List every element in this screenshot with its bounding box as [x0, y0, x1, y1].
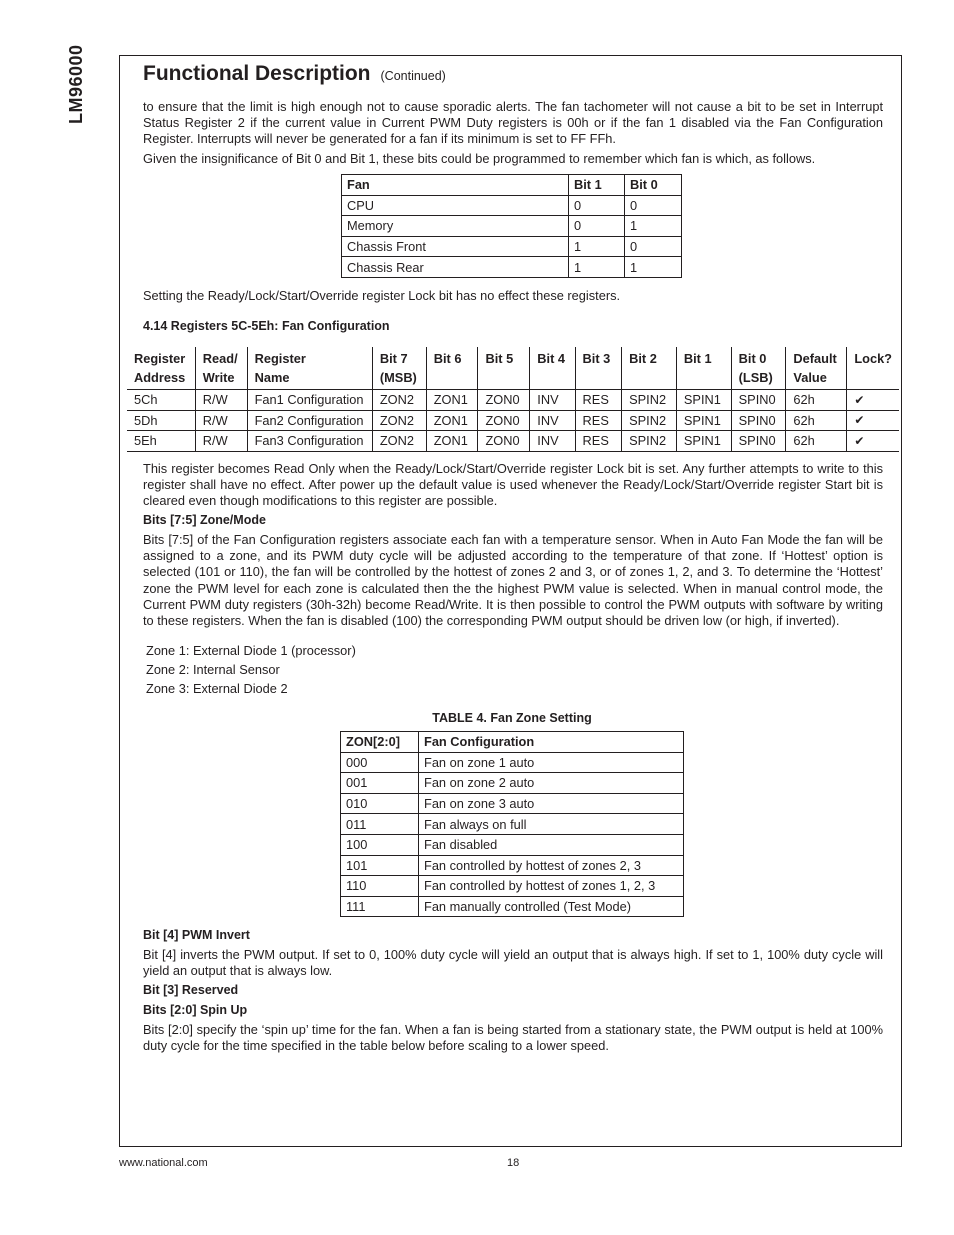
header-line: Read/ [202, 351, 238, 366]
table-cell: 100 [341, 834, 419, 855]
table-cell: 5Ch [127, 390, 195, 411]
table-cell: 62h [786, 431, 847, 452]
table-cell: 1 [625, 257, 682, 278]
column-header [575, 347, 622, 390]
table-cell: Chassis Front [342, 236, 569, 257]
table-cell: Chassis Rear [342, 257, 569, 278]
header-line: Bit 5 [485, 351, 514, 366]
table-row [342, 216, 682, 237]
table-cell: SPIN2 [622, 390, 677, 411]
table-cell: ZON1 [426, 431, 478, 452]
header-line: Bit 0 [738, 351, 767, 366]
header-line: Register [134, 351, 186, 366]
table-header-row [341, 732, 684, 753]
header-line: Name [254, 370, 290, 385]
table-cell: 111 [341, 896, 419, 917]
bits-7-5-heading: Bits [7:5] Zone/Mode [143, 513, 266, 527]
column-header [195, 347, 247, 390]
paragraph-zone-mode: Bits [7:5] of the Fan Configuration registers associate each fan with a temperature sensor. When in Auto Fan Mode the fan will be assigned to a zone, and its PWM duty cycle will be adjusted according to the temperature of that zone. If ‘Hottest’ option is selected (101 or 110), the fan will be controlled by the hottest of zones 2 and 3, or of zones 1, 2, and 3. To determine the ‘Hottest’ zone the PWM level for each zone is calculated then the the highest PWM value is selected. When in manual control mode, the Current PWM duty registers (30h-32h) become Read/Write. It is then possible to control the PWM outputs with software by writing to these registers. When the fan is disabled (100) the corresponding PWM output should be driven low (or high, if inverted). [143, 532, 883, 629]
continued-label: (Continued) [380, 69, 446, 83]
table-cell: SPIN1 [676, 431, 731, 452]
table-cell: SPIN0 [731, 431, 786, 452]
table-cell: RES [575, 431, 622, 452]
table-cell: RES [575, 410, 622, 431]
table-cell: CPU [342, 195, 569, 216]
table-row [127, 431, 899, 452]
table-cell: ZON2 [372, 410, 426, 431]
footer-website: www.national.com [119, 1157, 208, 1169]
header-line: Register [254, 351, 306, 366]
table-cell: 5Eh [127, 431, 195, 452]
header-line: Bit 4 [537, 351, 565, 366]
register-table [127, 347, 899, 452]
column-header [372, 347, 426, 390]
paragraph-lock-bit: Setting the Ready/Lock/Start/Override register Lock bit has no effect these registers. [143, 288, 621, 303]
table-cell: SPIN0 [731, 410, 786, 431]
column-header [622, 347, 677, 390]
header-line: Default [793, 351, 837, 366]
column-header: Fan Configuration [419, 732, 684, 753]
table-cell: R/W [195, 410, 247, 431]
section-heading: 4.14 Registers 5C-5Eh: Fan Configuration [143, 319, 390, 333]
table-cell: 0 [569, 195, 625, 216]
table-cell: ZON0 [478, 431, 530, 452]
table-caption: TABLE 4. Fan Zone Setting [432, 711, 592, 725]
column-header: Fan [342, 175, 569, 196]
column-header [530, 347, 575, 390]
column-header [426, 347, 478, 390]
table-cell: Fan controlled by hottest of zones 1, 2, 3 [419, 876, 684, 897]
column-header [676, 347, 731, 390]
fan-zone-table [340, 731, 684, 917]
page-number: 18 [507, 1157, 520, 1169]
table-cell: 010 [341, 793, 419, 814]
paragraph-bit-insignificance: Given the insignificance of Bit 0 and Bit 1, these bits could be programmed to remember which fan is which, as follows. [143, 151, 816, 166]
table-cell: SPIN0 [731, 390, 786, 411]
paragraph-pwm-invert: Bit [4] inverts the PWM output. If set to 0, 100% duty cycle will yield an output that is always high. If set to 1, 100% duty cycle will yield an output that is always low. [143, 947, 883, 979]
table-cell: ZON1 [426, 390, 478, 411]
table-row [341, 896, 684, 917]
table-cell: Fan on zone 3 auto [419, 793, 684, 814]
table-cell: ZON1 [426, 410, 478, 431]
table-cell: 1 [569, 236, 625, 257]
table-cell: 0 [625, 236, 682, 257]
list-item: Zone 2: Internal Sensor [146, 662, 280, 677]
table-cell: SPIN1 [676, 390, 731, 411]
table-cell: 62h [786, 410, 847, 431]
table-header-row [342, 175, 682, 196]
table-cell: 0 [569, 216, 625, 237]
header-line: Value [793, 370, 827, 385]
table-cell: Fan manually controlled (Test Mode) [419, 896, 684, 917]
table-row [127, 390, 899, 411]
table-cell: 5Dh [127, 410, 195, 431]
column-header: Bit 1 [569, 175, 625, 196]
table-cell: Memory [342, 216, 569, 237]
table-row [127, 410, 899, 431]
page-title [143, 62, 446, 86]
list-item: Zone 3: External Diode 2 [146, 681, 288, 696]
header-line: Address [134, 370, 186, 385]
header-line: Bit 6 [433, 351, 462, 366]
header-line: Lock? [854, 351, 892, 366]
table-cell: Fan1 Configuration [247, 390, 372, 411]
table-cell: R/W [195, 431, 247, 452]
table-cell: ZON0 [478, 410, 530, 431]
table-cell: Fan3 Configuration [247, 431, 372, 452]
table-cell: ZON2 [372, 431, 426, 452]
bit-3-heading: Bit [3] Reserved [143, 983, 239, 997]
list-item: Zone 1: External Diode 1 (processor) [146, 643, 356, 658]
header-line: Write [202, 370, 235, 385]
table-row [342, 195, 682, 216]
lock-check-icon: ✔ [847, 390, 899, 411]
column-header: Bit 0 [625, 175, 682, 196]
table-cell: Fan on zone 1 auto [419, 752, 684, 773]
table-cell: Fan disabled [419, 834, 684, 855]
table-row [341, 814, 684, 835]
paragraph-spin-up: Bits [2:0] specify the ‘spin up’ time for the fan. When a fan is being started from a stationary state, the PWM output is held at 100% duty cycle for the time specified in the table below before scaling to a lower speed. [143, 1022, 883, 1054]
table-header-row [127, 347, 899, 390]
table-cell: Fan2 Configuration [247, 410, 372, 431]
bits-2-0-heading: Bits [2:0] Spin Up [143, 1003, 248, 1017]
column-header [247, 347, 372, 390]
header-line: (MSB) [379, 370, 417, 385]
header-line: (LSB) [738, 370, 773, 385]
part-number-label: LM96000 [66, 44, 86, 124]
table-row [341, 834, 684, 855]
column-header [478, 347, 530, 390]
table-cell: INV [530, 390, 575, 411]
fan-bit-table [341, 174, 682, 278]
column-header [786, 347, 847, 390]
table-row [341, 855, 684, 876]
table-row [341, 773, 684, 794]
header-line: Bit 7 [379, 351, 408, 366]
table-cell: ZON0 [478, 390, 530, 411]
table-cell: SPIN2 [622, 410, 677, 431]
table-cell: 110 [341, 876, 419, 897]
table-cell: 101 [341, 855, 419, 876]
column-header [127, 347, 195, 390]
table-cell: 000 [341, 752, 419, 773]
table-row [341, 876, 684, 897]
table-cell: Fan on zone 2 auto [419, 773, 684, 794]
table-cell: SPIN2 [622, 431, 677, 452]
zone-list [146, 641, 356, 698]
table-cell: INV [530, 410, 575, 431]
column-header [847, 347, 899, 390]
table-cell: ZON2 [372, 390, 426, 411]
lock-check-icon: ✔ [847, 410, 899, 431]
table-cell: 001 [341, 773, 419, 794]
table-cell: 1 [569, 257, 625, 278]
table-cell: 1 [625, 216, 682, 237]
lock-check-icon: ✔ [847, 431, 899, 452]
table-row [341, 793, 684, 814]
table-cell: INV [530, 431, 575, 452]
table-cell: Fan controlled by hottest of zones 2, 3 [419, 855, 684, 876]
header-line: Bit 3 [582, 351, 611, 366]
table-cell: RES [575, 390, 622, 411]
table-row [342, 257, 682, 278]
title-text: Functional Description [143, 62, 371, 85]
table-cell: 0 [625, 195, 682, 216]
header-line: Bit 1 [683, 351, 712, 366]
bit-4-heading: Bit [4] PWM Invert [143, 928, 250, 942]
table-cell: SPIN1 [676, 410, 731, 431]
column-header [731, 347, 786, 390]
header-line: Bit 2 [629, 351, 657, 366]
column-header: ZON[2:0] [341, 732, 419, 753]
table-cell: 62h [786, 390, 847, 411]
paragraph-alert-limit: to ensure that the limit is high enough not to cause sporadic alerts. The fan tachometer will not cause a bit to be set in Interrupt Status Register 2 if the current value in Current PWM Duty registers is 00h or if the fan 1 disabled via the Fan Configuration Register. Interrupts will never be generated for a fan if its minimum is set to FF FFh. [143, 99, 883, 147]
table-cell: Fan always on full [419, 814, 684, 835]
table-cell: R/W [195, 390, 247, 411]
table-cell: 011 [341, 814, 419, 835]
table-row [342, 236, 682, 257]
paragraph-read-only: This register becomes Read Only when the Ready/Lock/Start/Override register Lock bit is set. Any further attempts to write to this register shall have no effect. After power up the default value is used whenever the Ready/Lock/Start/Override register Start bit is cleared even though modifications to this register are possible. [143, 461, 883, 509]
table-row [341, 752, 684, 773]
